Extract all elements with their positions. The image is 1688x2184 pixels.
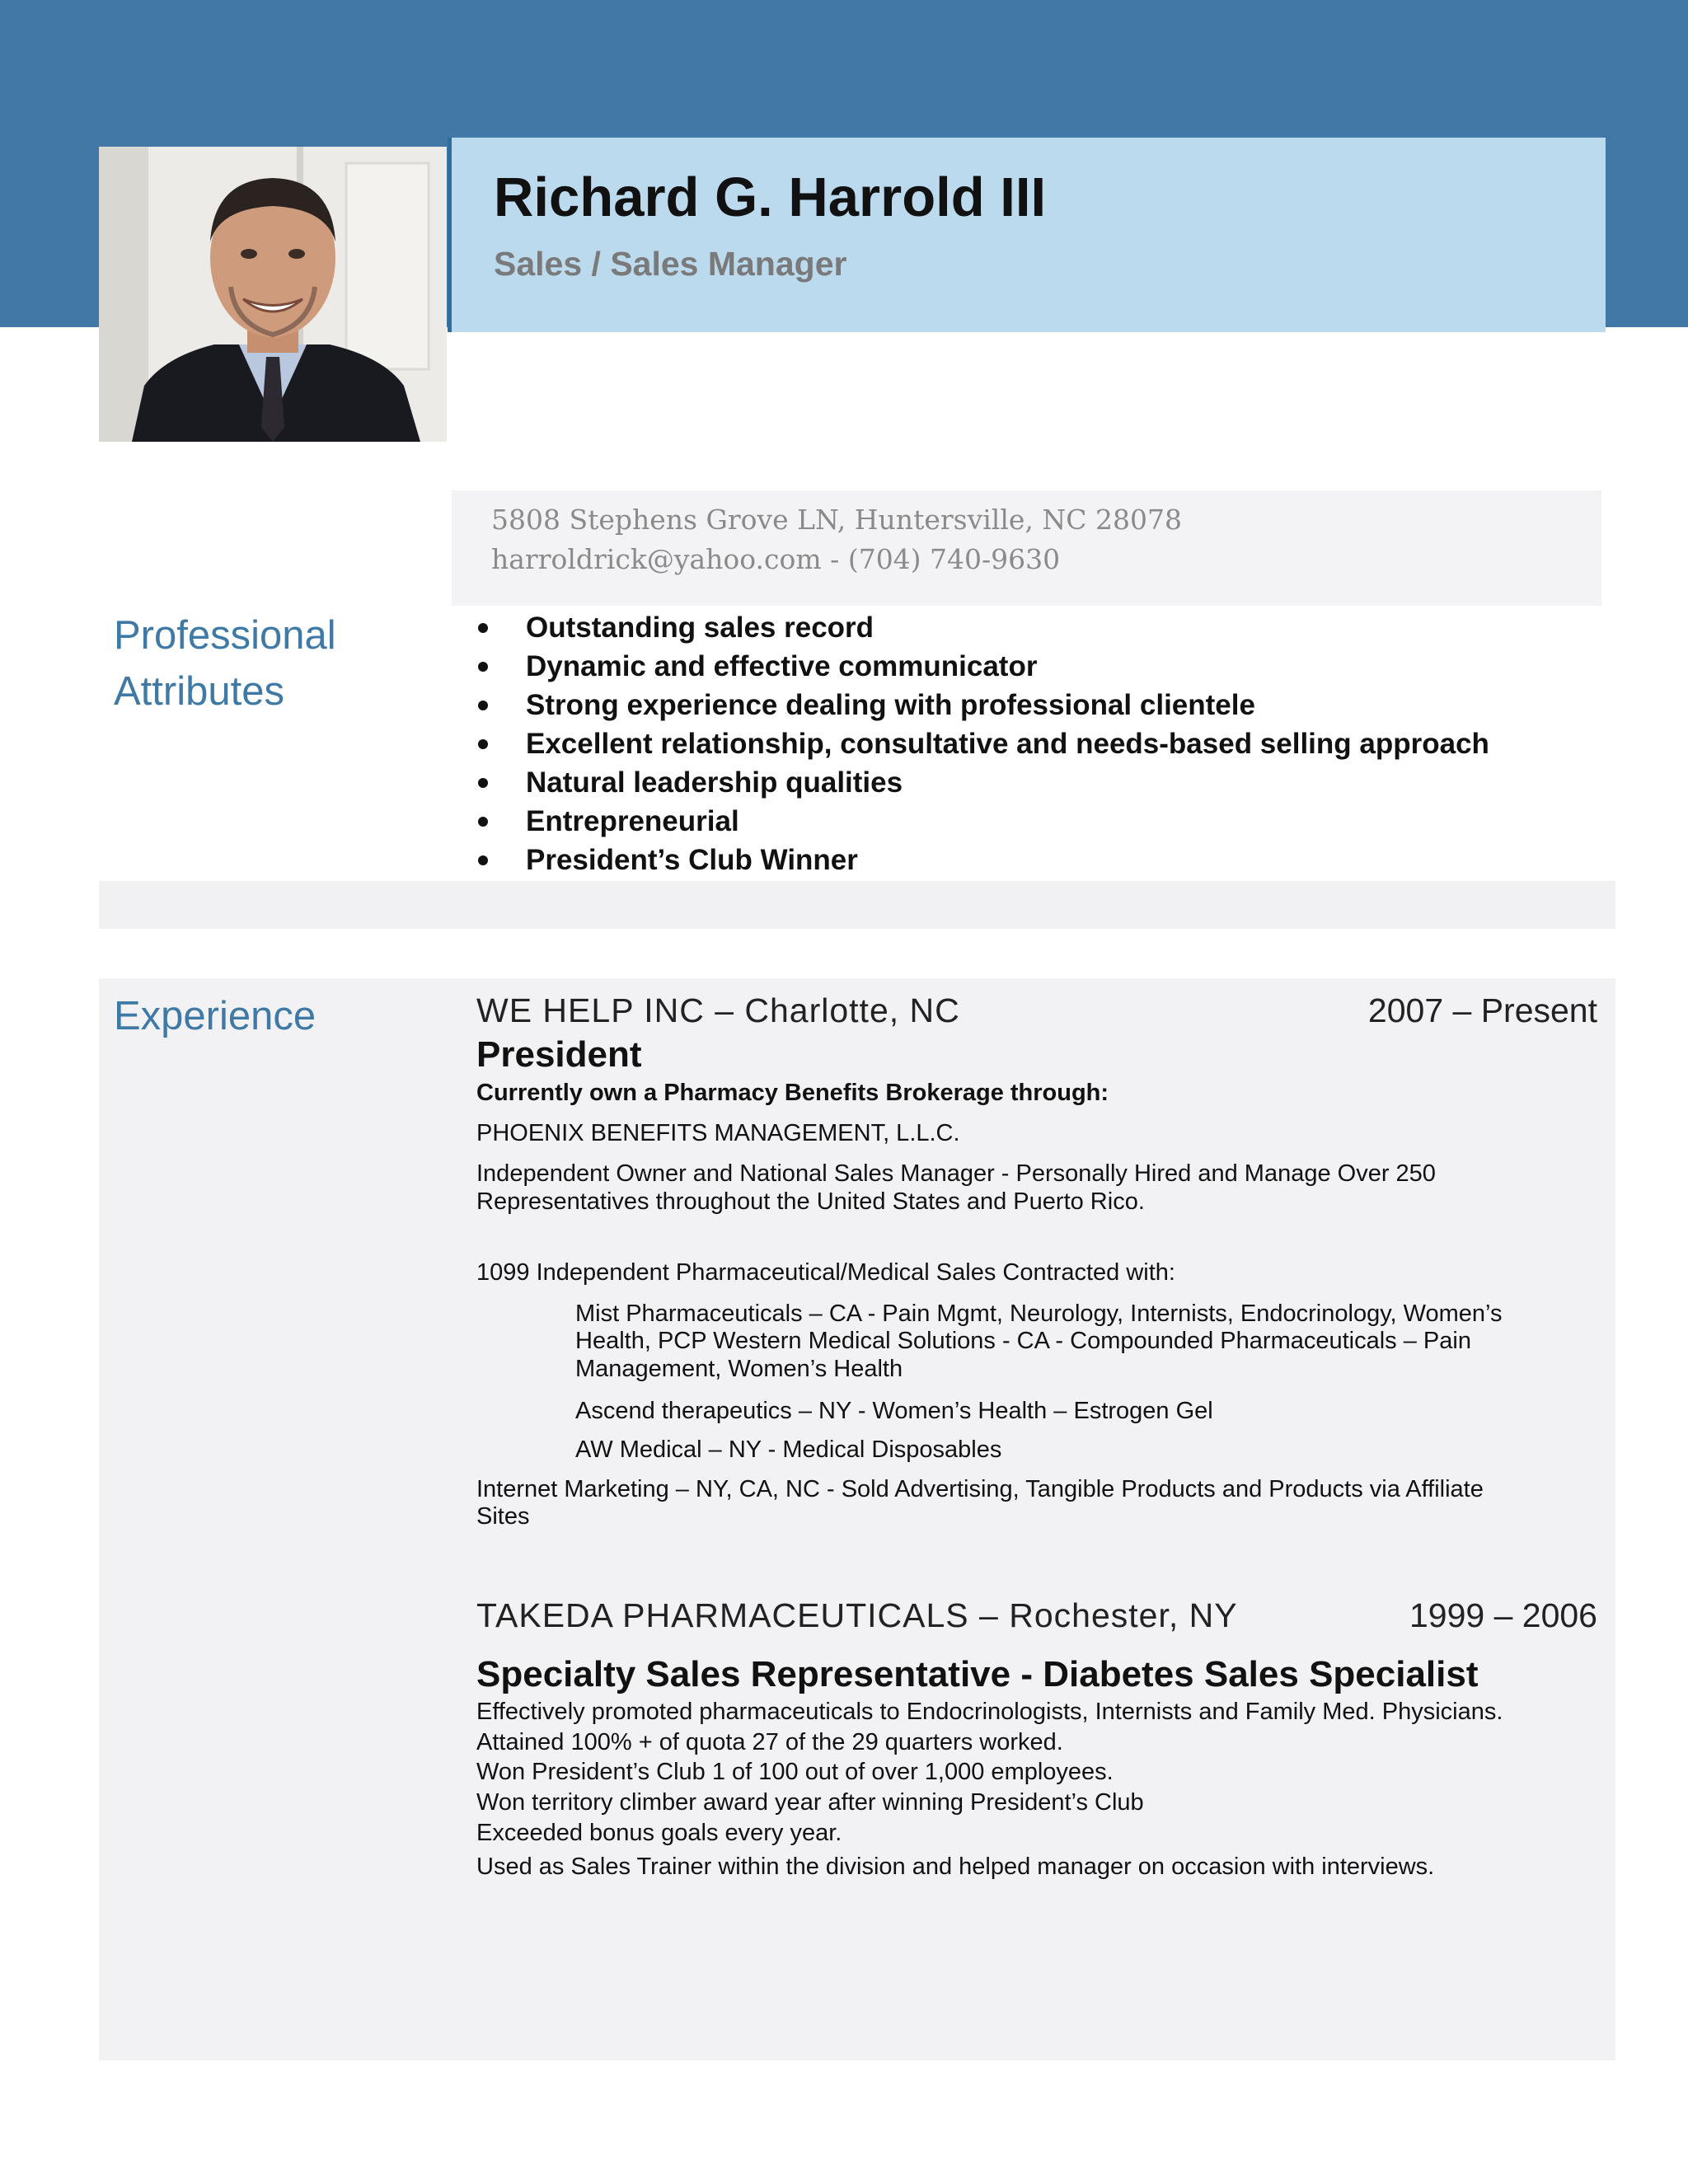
job-company: TAKEDA PHARMACEUTICALS – Rochester, NY: [476, 1596, 1238, 1634]
name-banner: [448, 138, 1606, 332]
experience-heading: Experience: [114, 994, 316, 1038]
job-line: PHOENIX BENEFITS MANAGEMENT, L.L.C.: [476, 1120, 960, 1146]
job-line: Won President’s Club 1 of 100 out of over 1,000 employees.: [476, 1759, 1114, 1785]
attribute-item: Excellent relationship, consultative and needs-based selling approach: [478, 724, 1489, 763]
address-text: 5808 Stephens Grove LN, Huntersville, NC 28078: [491, 504, 1182, 536]
job-line: Currently own a Pharmacy Benefits Brokerage through:: [476, 1080, 1109, 1106]
job-line: Sites: [476, 1503, 530, 1530]
job-line: Representatives throughout the United States and Puerto Rico.: [476, 1188, 1145, 1215]
experience-section: [99, 978, 1615, 2060]
job-line: Mist Pharmaceuticals – CA - Pain Mgmt, Neurology, Internists, Endocrinology, Women’s: [575, 1301, 1503, 1327]
attributes-heading-line1: Professional: [114, 613, 336, 658]
profile-photo: [99, 147, 447, 442]
job-line: Exceeded bonus goals every year.: [476, 1820, 842, 1846]
job-line: Internet Marketing – NY, CA, NC - Sold Advertising, Tangible Products and Products via Affiliate: [476, 1476, 1484, 1502]
attributes-heading: [114, 607, 336, 719]
candidate-title: Sales / Sales Manager: [494, 245, 847, 283]
job-line: Used as Sales Trainer within the division and helped manager on occasion with interviews.: [476, 1854, 1435, 1880]
attributes-list: [478, 608, 1489, 879]
job-line: Health, PCP Western Medical Solutions - CA - Compounded Pharmaceuticals – Pain: [575, 1328, 1471, 1354]
attribute-item: Entrepreneurial: [478, 802, 1489, 841]
job-role: President: [476, 1034, 642, 1075]
job-line: Independent Owner and National Sales Manager - Personally Hired and Manage Over 250: [476, 1160, 1436, 1187]
email-phone-text: harroldrick@yahoo.com - (704) 740-9630: [491, 543, 1061, 575]
job-role: Specialty Sales Representative - Diabetes Sales Specialist: [476, 1654, 1479, 1694]
job-line: AW Medical – NY - Medical Disposables: [575, 1436, 1002, 1463]
attribute-item: Natural leadership qualities: [478, 763, 1489, 802]
portrait-image: [99, 147, 447, 442]
job-line: Won territory climber award year after winning President’s Club: [476, 1789, 1144, 1816]
job-line: Attained 100% + of quota 27 of the 29 quarters worked.: [476, 1729, 1063, 1755]
job-dates: 2007 – Present: [1367, 991, 1597, 1029]
job-dates: 1999 – 2006: [1409, 1596, 1597, 1634]
attribute-item: Strong experience dealing with professional clientele: [478, 686, 1489, 724]
candidate-name: Richard G. Harrold III: [494, 166, 1047, 228]
job-line: Effectively promoted pharmaceuticals to Endocrinologists, Internists and Family Med. Physicians.: [476, 1699, 1503, 1725]
job-line: Ascend therapeutics – NY - Women’s Health – Estrogen Gel: [575, 1398, 1213, 1424]
attributes-heading-line2: Attributes: [114, 669, 284, 714]
job-line: Management, Women’s Health: [575, 1356, 903, 1382]
attribute-item: Outstanding sales record: [478, 608, 1489, 647]
attribute-item: Dynamic and effective communicator: [478, 647, 1489, 686]
attribute-item: President’s Club Winner: [478, 841, 1489, 879]
section-divider: [99, 881, 1615, 929]
job-line: 1099 Independent Pharmaceutical/Medical Sales Contracted with:: [476, 1259, 1175, 1286]
contact-box: [452, 490, 1601, 606]
job-company: WE HELP INC – Charlotte, NC: [476, 991, 960, 1029]
